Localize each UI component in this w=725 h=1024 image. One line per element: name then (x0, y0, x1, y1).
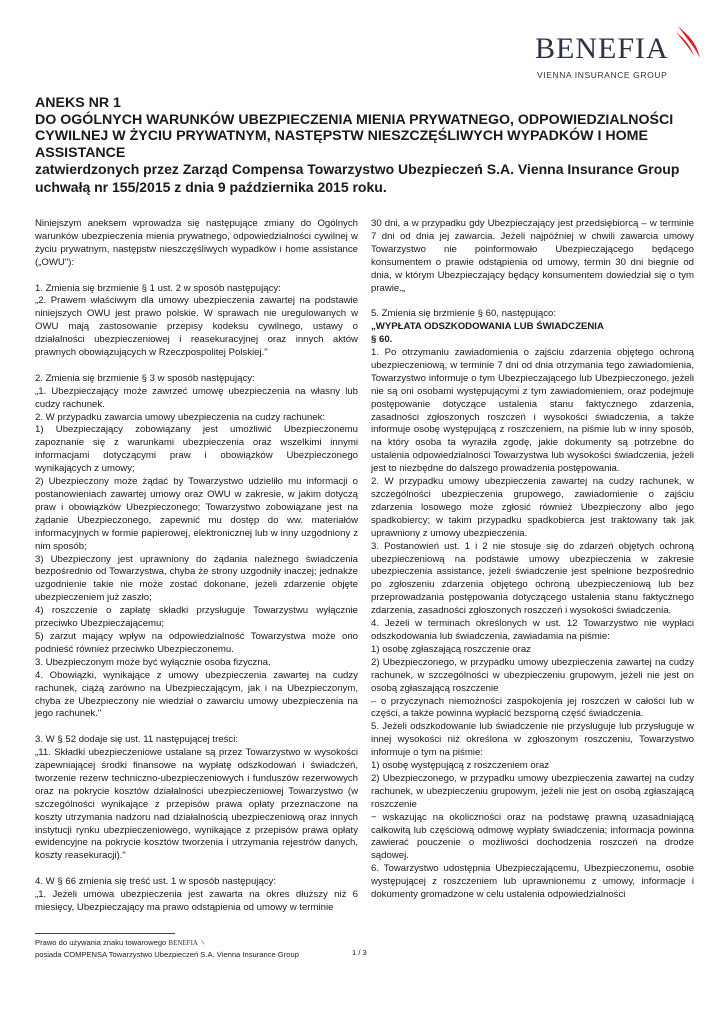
paragraph: 4) roszczenie o zapłatę składki przysługuje Towarzystwu wyłącznie przeciwko Ubezpieczającemu; (35, 605, 358, 630)
footer-owner-text: posiada COMPENSA Towarzystwo Ubezpieczeń S.A. Vienna Insurance Group (35, 950, 299, 959)
benefia-logo (525, 18, 700, 80)
footer-mini-logo: BENEFIA (168, 939, 198, 947)
paragraph: 2) Ubezpieczony może żądać by Towarzystwo udzieliło mu informacji o postanowieniach zawartej umowy oraz OWU w zakresie, w jakim dotyczą praw i obowiązków Ubezpieczonego; Towarzystwo zobowiązane jest na żądanie Ubezpieczonego, zapewnić mu dostęp do ww. materiałów informacyjnych w formie papierowej, elektronicznej lub w inny uzgodniony z nim sposób; (35, 476, 358, 552)
paragraph: 2. W przypadku zawarcia umowy ubezpieczenia na cudzy rachunek: (35, 411, 326, 423)
paragraph: – o przyczynach niemożności zaspokojenia jej roszczeń w całości lub w części, a także powinna wypłacić bezsporną część świadczenia. (371, 695, 694, 720)
paragraph: 4. Obowiązki, wynikające z umowy ubezpieczenia zawartej na cudzy rachunek, ciążą zarówno na Ubezpieczającym, jak i na Ubezpieczonym, chyba że Ubezpieczony nie wiedział o zawarciu umowy ubezpieczenia na jego rachunek." (35, 669, 358, 720)
amendment-2-heading: 2. Zmienia się brzmienie § 3 w sposób następujący: (35, 372, 255, 384)
wing-icon (674, 24, 702, 60)
logo-wordmark: BENEFIA (535, 32, 669, 65)
document-header (35, 95, 695, 196)
paragraph: 1) osobę zgłaszającą roszczenie oraz (371, 643, 531, 655)
footer-note (35, 937, 299, 960)
paragraph: 6. Towarzystwo udostępnia Ubezpieczającemu, Ubezpieczonemu, osobie występującej z roszczeniem lub uprawnionemu z umowy, informacje i dokumenty gromadzone w celu ustalenia odpowiedzialności (371, 863, 694, 901)
amendment-3-heading: 3. W § 52 dodaje się ust. 11 następującej treści: (35, 734, 239, 746)
paragraph: − wskazując na okoliczności oraz na podstawę prawną uzasadniającą całkowitą lub częściową odmowę wypłaty świadczenia; informacja powinna zawierać pouczenie o możliwości dochodzenia roszczeń na drodze sądowej. (371, 811, 694, 862)
footer-trademark-text: Prawo do używania znaku towarowego (35, 938, 167, 947)
paragraph: 3. Postanowień ust. 1 i 2 nie stosuje się do zdarzeń objętych ochroną ubezpieczeniową na podstawie umowy ubezpieczenia w zakresie ubezpieczenia assistance, jeżeli świadczenie jest spełnione bezpośrednio po zgłoszeniu zdarzenia objętego ochroną ubezpieczeniową lub bez przeprowadzania postępowania dotyczącego ustalenia stanu faktycznego zdarzenia, zasadności zgłoszonych roszczeń i wysokości świadczenia. (371, 540, 694, 617)
footer-divider (35, 933, 175, 934)
paragraph: 5) zarzut mający wpływ na odpowiedzialność Towarzystwa może ono podnieść również przeciwko Ubezpieczonemu. (35, 630, 358, 655)
approval-note: zatwierdzonych przez Zarząd Compensa Towarzystwo Ubezpieczeń S.A. Vienna Insurance Group uchwałą nr 155/2015 z dnia 9 października 2015 roku. (35, 161, 680, 195)
mini-wing-icon (200, 939, 205, 946)
paragraph: 3) Ubezpieczony jest uprawniony do żądania należnego świadczenia bezpośrednio od Towarzystwa, chyba że strony uzgodniły inaczej; jednakże uzgodnienie takie nie może zostać dokonane, jeżeli zdarzenie objęte ubezpieczeniem już zaszło; (35, 553, 358, 604)
paragraph: 1) osobę występującą z roszczeniem oraz (371, 760, 550, 772)
amendment-5-heading: 5. Zmienia się brzmienie § 60, następująco: (371, 308, 557, 320)
right-column (371, 218, 694, 902)
paragraph: 2) Ubezpieczonego, w przypadku umowy ubezpieczenia zawartej na cudzy rachunek, w szczególności w ubezpieczeniu grupowym, jeżeli nie jest on osobą zgłaszającą roszczenie (371, 656, 694, 694)
amendment-1-heading: 1. Zmienia się brzmienie § 1 ust. 2 w sposób następujący: (35, 282, 281, 294)
paragraph: „1. Jeżeli umowa ubezpieczenia jest zawarta na okres dłuższy niż 6 miesięcy, Ubezpieczający ma prawo odstąpienia od umowy w terminie (35, 889, 358, 913)
paragraph: „11. Składki ubezpieczeniowe ustalane są przez Towarzystwo w wysokości zapewniającej środki finansowe na wypłatę odszkodowań i świadczeń, tworzenie rezerw techniczno-ubezpieczeniowych i funduszów rezerwowych oraz na pokrycie kosztów działalności ubezpieczeniowej Towarzystwo (w szczególności wynikające z przepisów prawa opłaty przeznaczone na koszty utrzymania nadzoru nad działalnością ubezpieczeniową oraz innych instytucji rynku ubezpieczeniowego, wynikające z przepisów prawa opłaty ewidencyjne na pokrycie kosztów tworzenia i utrzymania rejestrów danych, koszty reasekuracji)." (35, 747, 358, 862)
paragraph: 30 dni, a w przypadku gdy Ubezpieczający jest przedsiębiorcą – w terminie 7 dni od dnia jej zawarcia. Jeżeli najpóźniej w chwili zawarcia umowy Towarzystwo nie poinformowało Ubezpieczającego będącego konsumentem o prawie odstąpienia od umowy, termin 30 dni biegnie od dnia, w którym Ubezpieczający będący konsumentem dowiedział się o tym prawie.„ (371, 218, 694, 294)
logo-tagline: VIENNA INSURANCE GROUP (537, 70, 668, 80)
intro-paragraph: Niniejszym aneksem wprowadza się następujące zmiany do Ogólnych warunków ubezpieczenia mienia prywatnego, odpowiedzialności cywilnej w życiu prywatnym, następstw nieszczęśliwych wypadków i home assistance („OWU"): (35, 218, 358, 268)
document-title: DO OGÓLNYCH WARUNKÓW UBEZPIECZENIA MIENIA PRYWATNEGO, ODPOWIEDZIALNOŚCI CYWILNEJ W ŻYCIU PRYWATNYM, NASTĘPSTW NIESZCZĘŚLIWYCH WYPADKÓW I HOME ASSISTANCE (35, 111, 674, 161)
paragraph: 1. Po otrzymaniu zawiadomienia o zajściu zdarzenia objętego ochroną ubezpieczeniową, w terminie 7 dni od dnia otrzymania tego zawiadomienia, Towarzystwo informuje o tym Ubezpieczającego lub Ubezpieczonego, jeżeli nie są oni osobami występującymi z tym zawiadomieniem, oraz podejmuje postępowanie dotyczące ustalenia stanu faktycznego zdarzenia, zasadności zgłoszonych roszczeń i wysokości świadczenia, a także informuje osobę występującą z roszczeniem, na piśmie lub w inny sposób, na który osoba ta wyraziła zgodę, jakie dokumenty są potrzebne do ustalenia odpowiedzialności Towarzystwa lub wysokości świadczenia, jeżeli jest to niezbędne do dalszego prowadzenia postępowania. (371, 347, 694, 475)
paragraph: 4. Jeżeli w terminach określonych w ust. 12 Towarzystwo nie wypłaci odszkodowania lub świadczenia, zawiadamia na piśmie: (371, 618, 694, 642)
paragraph: 1) Ubezpieczający zobowiązany jest umożliwić Ubezpieczonemu zapoznanie się z warunkami ubezpieczenia oraz wszelkimi innymi informacjami dotyczącymi praw i obowiązków Ubezpieczonego wynikających z umowy; (35, 424, 358, 475)
paragraph: 3. Ubezpieczonym może być wyłącznie osoba fizyczna. (35, 656, 271, 668)
amendment-4-heading: 4. W § 66 zmienia się treść ust. 1 w sposób następujący: (35, 876, 277, 888)
paragraph: 2) Ubezpieczonego, w przypadku umowy ubezpieczenia zawartej na cudzy rachunek, w ubezpieczeniu grupowym, jeżeli nie jest on osobą zgłaszającą roszczenie (371, 772, 694, 810)
section-heading: „WYPŁATA ODSZKODOWANIA LUB ŚWIADCZENIA (371, 321, 604, 333)
paragraph: „2. Prawem właściwym dla umowy ubezpieczenia zawartej na podstawie niniejszych OWU jest prawo polskie. W sprawach nie uregulowanych w OWU mają zastosowanie przepisy kodeksu cywilnego, ustawy o działalności ubezpieczeniowej i reasekuracyjnej oraz innych aktów prawnych obowiązujących w Rzeczpospolitej Polskiej." (35, 295, 358, 359)
paragraph: 2. W przypadku umowy ubezpieczenia zawartej na cudzy rachunek, w szczególności ubezpieczenia grupowego, zawiadomienie o zajściu zdarzenia losowego może zgłosić również Ubezpieczony albo jego spadkobiercy; w takim przypadku spadkobierca jest traktowany tak jak uprawniony z umowy ubezpieczenia. (371, 476, 694, 539)
paragraph: „1. Ubezpieczający może zawrzeć umowę ubezpieczenia na własny lub cudzy rachunek. (35, 385, 358, 410)
section-number: § 60. (371, 334, 393, 346)
annex-number: ANEKS NR 1 (35, 95, 121, 111)
paragraph: 5. Jeżeli odszkodowanie lub świadczenie nie przysługuje lub przysługuje w innej wysokości niż określona w zgłoszonym roszczeniu, Towarzystwo informuje o tym na piśmie: (371, 721, 694, 759)
left-column (35, 218, 358, 915)
page-number: 1 / 3 (352, 948, 367, 957)
